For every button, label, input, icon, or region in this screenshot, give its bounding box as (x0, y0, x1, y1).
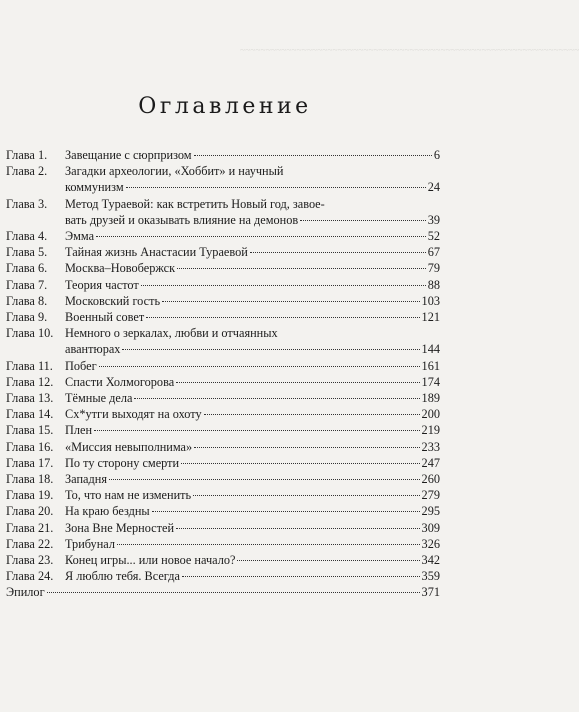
dot-leader (162, 301, 419, 302)
chapter-title (65, 487, 440, 503)
chapter-title-text: вать друзей и оказывать влияние на демонов (65, 212, 299, 227)
page-number: 39 (427, 212, 440, 227)
toc-entry[interactable] (6, 309, 440, 325)
dot-leader (96, 236, 426, 237)
chapter-label: Глава 24. (6, 569, 54, 584)
chapter-label: Глава 3. (6, 196, 48, 211)
page-number: 326 (421, 536, 440, 551)
chapter-title (65, 293, 440, 309)
chapter-title-text: «Миссия невыполнима» (65, 439, 193, 454)
chapter-label: Глава 5. (6, 245, 48, 260)
chapter-title (65, 228, 440, 244)
chapter-label: Глава 9. (6, 310, 48, 325)
page-number: 52 (427, 229, 440, 244)
toc-entry[interactable] (6, 520, 440, 536)
toc-entry[interactable] (6, 390, 440, 406)
dot-leader (194, 447, 419, 448)
dot-leader (250, 252, 426, 253)
chapter-title (65, 163, 440, 195)
dot-leader (94, 430, 419, 431)
chapter-label: Глава 12. (6, 374, 54, 389)
page-number: 161 (421, 358, 440, 373)
toc-entry[interactable] (6, 260, 440, 276)
chapter-title (65, 147, 440, 163)
chapter-title (65, 520, 440, 536)
chapter-label: Глава 14. (6, 407, 54, 422)
chapter-title-text: Западня (65, 472, 107, 487)
toc-entry[interactable] (6, 358, 440, 374)
dot-leader (237, 560, 419, 561)
page-number: 67 (427, 245, 440, 260)
page-number: 233 (421, 439, 440, 454)
page-number: 359 (421, 569, 440, 584)
dot-leader (126, 187, 426, 188)
chapter-title-text: Тайная жизнь Анастасии Тураевой (65, 245, 248, 260)
chapter-title-text: Я люблю тебя. Всегда (65, 569, 180, 584)
chapter-title-text: Спасти Холмогорова (65, 374, 175, 389)
toc-entry[interactable] (6, 422, 440, 438)
dot-leader (152, 511, 420, 512)
dot-leader (99, 366, 420, 367)
chapter-title-text: Москва–Новобержск (65, 261, 176, 276)
chapter-title (65, 196, 440, 228)
toc-entry[interactable] (6, 503, 440, 519)
chapter-title (65, 439, 440, 455)
chapter-title-text: Трибунал (65, 536, 115, 551)
page-number: 279 (421, 488, 440, 503)
toc-entry[interactable] (6, 552, 440, 568)
dot-leader (134, 398, 419, 399)
page-title: Оглавление (138, 94, 312, 119)
chapter-label: Глава 6. (6, 261, 48, 276)
chapter-label: Глава 16. (6, 439, 54, 454)
chapter-label: Глава 21. (6, 520, 54, 535)
dot-leader (176, 528, 420, 529)
chapter-title-text: Конец игры... или новое начало? (65, 553, 236, 568)
page-number: 144 (421, 342, 440, 357)
dot-leader (181, 463, 419, 464)
toc-entry[interactable] (6, 471, 440, 487)
chapter-title (65, 244, 440, 260)
chapter-label: Глава 19. (6, 488, 54, 503)
chapter-title (65, 552, 440, 568)
page-number: 219 (421, 423, 440, 438)
chapter-title (65, 309, 440, 325)
chapter-label: Глава 8. (6, 293, 48, 308)
toc-entry[interactable] (6, 277, 440, 293)
toc-entry[interactable] (6, 374, 440, 390)
chapter-label: Глава 23. (6, 553, 54, 568)
table-of-contents (6, 147, 440, 601)
chapter-title (65, 536, 440, 552)
toc-entry[interactable] (6, 244, 440, 260)
chapter-title (65, 277, 440, 293)
dot-leader (146, 317, 419, 318)
page-number: 200 (421, 407, 440, 422)
dot-leader (182, 576, 420, 577)
page-number: 247 (421, 455, 440, 470)
chapter-title (65, 390, 440, 406)
toc-entry[interactable] (6, 163, 440, 195)
toc-entry[interactable] (6, 293, 440, 309)
chapter-title (65, 568, 440, 584)
toc-entry[interactable] (6, 196, 440, 228)
chapter-title (65, 325, 440, 357)
chapter-title-text: Военный совет (65, 310, 145, 325)
chapter-title-text: Тёмные дела (65, 391, 133, 406)
chapter-title (65, 260, 440, 276)
dot-leader (177, 268, 426, 269)
page-number: 189 (421, 391, 440, 406)
bleed-through-text: ~~~~~~~~~~~~~~~~~~~~~~~~~~~~~~~~~~~~~~~~~~~~~~~~~~~~~~~~~~~~~~~~~~ (240, 46, 579, 56)
chapter-title-line: Метод Тураевой: как встретить Новый год, завоe- (65, 196, 325, 211)
page-number: 174 (421, 374, 440, 389)
dot-leader (117, 544, 420, 545)
chapter-title-line: Загадки археологии, «Хоббит» и научный (65, 164, 284, 179)
page-number: 342 (421, 553, 440, 568)
dot-leader (122, 349, 419, 350)
chapter-title (65, 471, 440, 487)
page-number: 103 (421, 293, 440, 308)
chapter-label: Глава 20. (6, 504, 54, 519)
chapter-title (65, 503, 440, 519)
chapter-label: Глава 13. (6, 391, 54, 406)
chapter-title-line: Немного о зеркалах, любви и отчаянных (65, 326, 278, 341)
chapter-title-text: Эпилог (6, 585, 45, 600)
chapter-label: Глава 7. (6, 277, 48, 292)
chapter-title-text: На краю бездны (65, 504, 150, 519)
dot-leader (141, 285, 426, 286)
dot-leader (300, 220, 425, 221)
toc-entry[interactable] (6, 455, 440, 471)
chapter-title-text: Московский гость (65, 293, 161, 308)
page-number: 79 (427, 261, 440, 276)
chapter-title-text: Побег (65, 358, 97, 373)
page-number: 121 (421, 310, 440, 325)
chapter-title-text: Сх*утги выходят на охоту (65, 407, 202, 422)
chapter-title-text: По ту сторону смерти (65, 455, 180, 470)
chapter-label: Глава 15. (6, 423, 54, 438)
chapter-title-text: коммунизм (65, 180, 124, 195)
toc-entry[interactable] (6, 568, 440, 584)
chapter-title (65, 406, 440, 422)
chapter-label: Глава 1. (6, 148, 48, 162)
chapter-title (65, 374, 440, 390)
chapter-label: Глава 10. (6, 326, 54, 341)
toc-entry[interactable] (6, 406, 440, 422)
page-number: 295 (421, 504, 440, 519)
toc-entry[interactable] (6, 487, 440, 503)
dot-leader (109, 479, 420, 480)
chapter-title (65, 358, 440, 374)
chapter-title-text: авантюрах (65, 342, 121, 357)
toc-entry-epilogue[interactable] (6, 584, 440, 600)
page-number: 6 (433, 148, 440, 162)
chapter-label: Глава 4. (6, 229, 48, 244)
chapter-title (6, 584, 440, 600)
chapter-title (65, 422, 440, 438)
dot-leader (204, 414, 420, 415)
page-number: 309 (421, 520, 440, 535)
dot-leader (176, 382, 419, 383)
chapter-label: Глава 2. (6, 164, 48, 179)
dot-leader (193, 495, 419, 496)
toc-entry[interactable] (6, 325, 440, 357)
toc-entry[interactable] (6, 439, 440, 455)
chapter-title-text: Зона Вне Мерностей (65, 520, 175, 535)
page-number: 371 (421, 585, 440, 600)
chapter-label: Глава 17. (6, 455, 54, 470)
chapter-label: Глава 18. (6, 472, 54, 487)
chapter-title-text: Плен (65, 423, 93, 438)
toc-entry[interactable] (6, 536, 440, 552)
page-number: 24 (427, 180, 440, 195)
chapter-title-text: То, что нам не изменить (65, 488, 192, 503)
chapter-title-text: Завещание с сюрпризом (65, 148, 192, 162)
dot-leader (194, 155, 432, 156)
page-number: 88 (427, 277, 440, 292)
chapter-title-text: Эмма (65, 229, 95, 244)
dot-leader (47, 592, 420, 593)
page-number: 260 (421, 472, 440, 487)
toc-entry[interactable] (6, 147, 440, 163)
chapter-title (65, 455, 440, 471)
chapter-label: Глава 22. (6, 536, 54, 551)
chapter-title-text: Теория частот (65, 277, 139, 292)
chapter-label: Глава 11. (6, 358, 53, 373)
toc-entry[interactable] (6, 228, 440, 244)
